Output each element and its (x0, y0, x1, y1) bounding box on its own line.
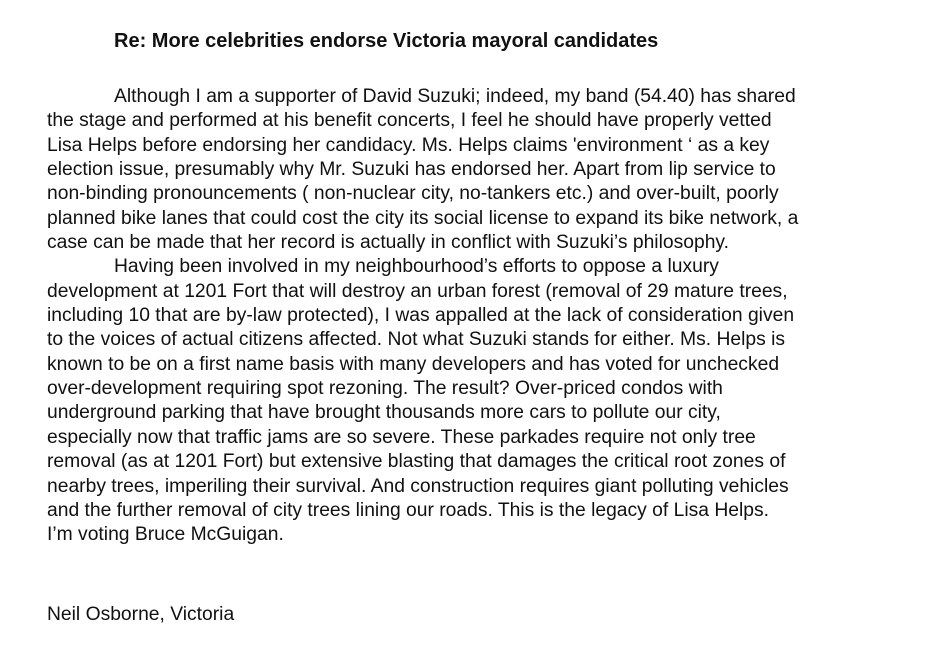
body-line: I’m voting Bruce McGuigan. (47, 524, 284, 546)
body-line: planned bike lanes that could cost the city its social license to expand its bike network, a (47, 207, 799, 229)
body-line: especially now that traffic jams are so severe. These parkades require not only tree (47, 426, 756, 448)
body-line: nearby trees, imperiling their survival. And construction requires giant polluting vehicles (47, 475, 789, 497)
body-line: Although I am a supporter of David Suzuki; indeed, my band (54.40) has shared (114, 86, 796, 107)
body-line: the stage and performed at his benefit concerts, I feel he should have properly vetted (47, 110, 772, 132)
body-line: Having been involved in my neighbourhood’s efforts to oppose a luxury (114, 256, 719, 278)
letter-body (47, 85, 927, 548)
letter-signature: Neil Osborne, Victoria (47, 604, 235, 625)
body-line: over-development requiring spot rezoning. The result? Over-priced condos with (47, 378, 723, 400)
body-line: election issue, presumably why Mr. Suzuki has endorsed her. Apart from lip service to (47, 159, 776, 181)
body-line: including 10 that are by-law protected), I was appalled at the lack of consideration given (47, 305, 795, 327)
body-line: non-binding pronouncements ( non-nuclear city, no-tankers etc.) and over-built, poorly (47, 183, 779, 205)
letter-title: Re: More celebrities endorse Victoria mayoral candidates (114, 30, 659, 52)
body-line: to the voices of actual citizens affected. Not what Suzuki stands for either. Ms. Helps is (47, 329, 786, 351)
body-line: underground parking that have brought thousands more cars to pollute our city, (47, 402, 721, 424)
body-line: Lisa Helps before endorsing her candidacy. Ms. Helps claims 'environment ‘ as a key (47, 134, 770, 156)
body-line: and the further removal of city trees lining our roads. This is the legacy of Lisa Helps. (47, 499, 769, 521)
body-line: development at 1201 Fort that will destroy an urban forest (removal of 29 mature trees, (47, 280, 788, 302)
body-line: known to be on a first name basis with many developers and has voted for unchecked (47, 353, 780, 375)
body-line: case can be made that her record is actually in conflict with Suzuki’s philosophy. (47, 232, 729, 254)
body-line: removal (as at 1201 Fort) but extensive blasting that damages the critical root zones of (47, 451, 786, 473)
